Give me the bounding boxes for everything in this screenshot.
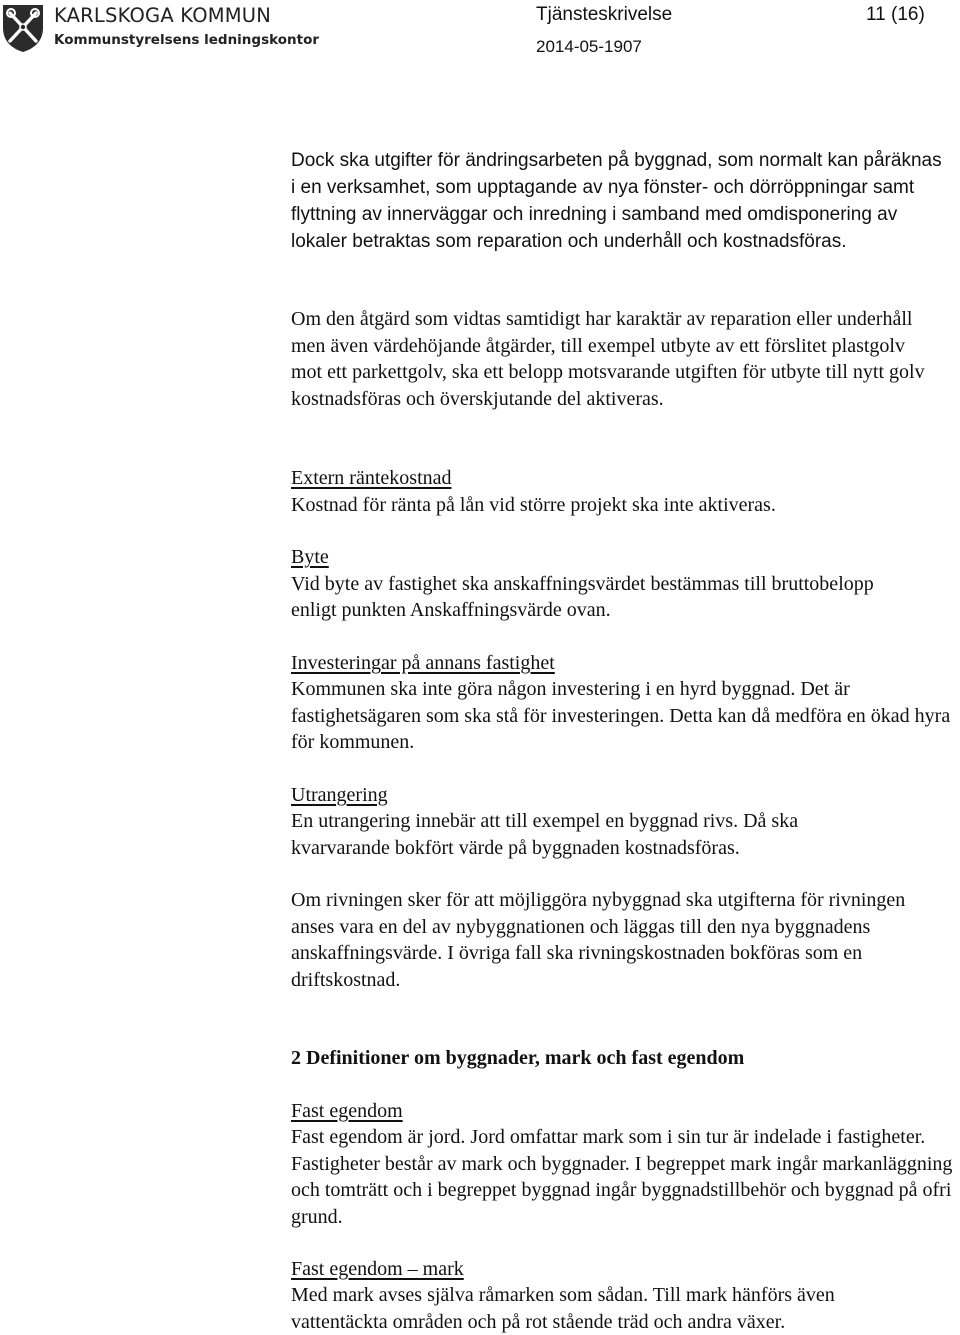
subheading-utrangering: Utrangering <box>291 784 388 806</box>
subheading-investeringar: Investeringar på annans fastighet <box>291 652 555 674</box>
paragraph-value-enhancing: Om den åtgärd som vidtas samtidigt har karaktär av reparation eller underhåll men även värdehöjande åtgärder, till exempel utbyte av ett förslitet plastgolv mot ett parkettgolv, ska ett belopp motsvarande utgiften för utbyte till nytt golv kostnadsföras och överskjutande del aktiveras. <box>291 308 925 410</box>
document-header <box>0 0 960 60</box>
paragraph-alteration-costs: Dock ska utgifter för ändringsarbeten på byggnad, som normalt kan påräknas i en verksamhet, som upptagande av nya fönster- och dörröppningar samt flyttning av innerväggar och inredning i samband med omdisponering av lokaler betraktas som reparation och underhåll och kostnadsföras. <box>291 150 942 252</box>
paragraph-byte-line-2: enligt punkten Anskaffningsvärde ovan. <box>291 599 611 621</box>
subheading-fast-egendom: Fast egendom <box>291 1100 403 1122</box>
document-type: Tjänsteskrivelse <box>536 4 673 25</box>
subheading-byte: Byte <box>291 546 329 568</box>
paragraph-byte-line-1: Vid byte av fastighet ska anskaffningsvärdet bestämmas till bruttobelopp <box>291 573 874 595</box>
organization-name: KARLSKOGA KOMMUN <box>54 4 272 27</box>
subheading-fast-egendom-mark: Fast egendom – mark <box>291 1258 464 1280</box>
paragraph-fast-egendom-mark: Med mark avses själva råmarken som sådan. Till mark hänförs även vattentäckta områden och på rot stående träd och andra växer. <box>291 1284 835 1333</box>
paragraph-investeringar: Kommunen ska inte göra någon investering i en hyrd byggnad. Det är fastighetsägaren som ska stå för investeringen. Detta kan då medföra en ökad hyra för kommunen. <box>291 678 951 753</box>
municipal-coat-of-arms-icon <box>0 2 46 54</box>
section-heading-2: 2 Definitioner om byggnader, mark och fast egendom <box>291 1047 745 1069</box>
subheading-extern-rantekostnad: Extern räntekostnad <box>291 467 452 489</box>
department-name: Kommunstyrelsens ledningskontor <box>54 32 320 48</box>
page-number: 11 (16) <box>866 4 925 25</box>
paragraph-extern-rantekostnad: Kostnad för ränta på lån vid större projekt ska inte aktiveras. <box>291 494 776 516</box>
paragraph-fast-egendom: Fast egendom är jord. Jord omfattar mark som i sin tur är indelade i fastigheter. Fastigheter består av mark och byggnader. I begreppet mark ingår markanläggning och tomträtt och i begreppet byggnad ingår byggnadstillbehör och byggnad på ofri grund. <box>291 1126 953 1228</box>
paragraph-utrangering: En utrangering innebär att till exempel en byggnad rivs. Då ska kvarvarande bokfört värde på byggnaden kostnadsföras. <box>291 810 799 859</box>
paragraph-rivning: Om rivningen sker för att möjliggöra nybyggnad ska utgifterna för rivningen anses vara en del av nybyggnationen och läggas till den nya byggnadens anskaffningsvärde. I övriga fall ska rivningskostnaden bokföras som en driftskostnad. <box>291 889 906 991</box>
document-reference-date: 2014-05-1907 <box>536 37 642 56</box>
